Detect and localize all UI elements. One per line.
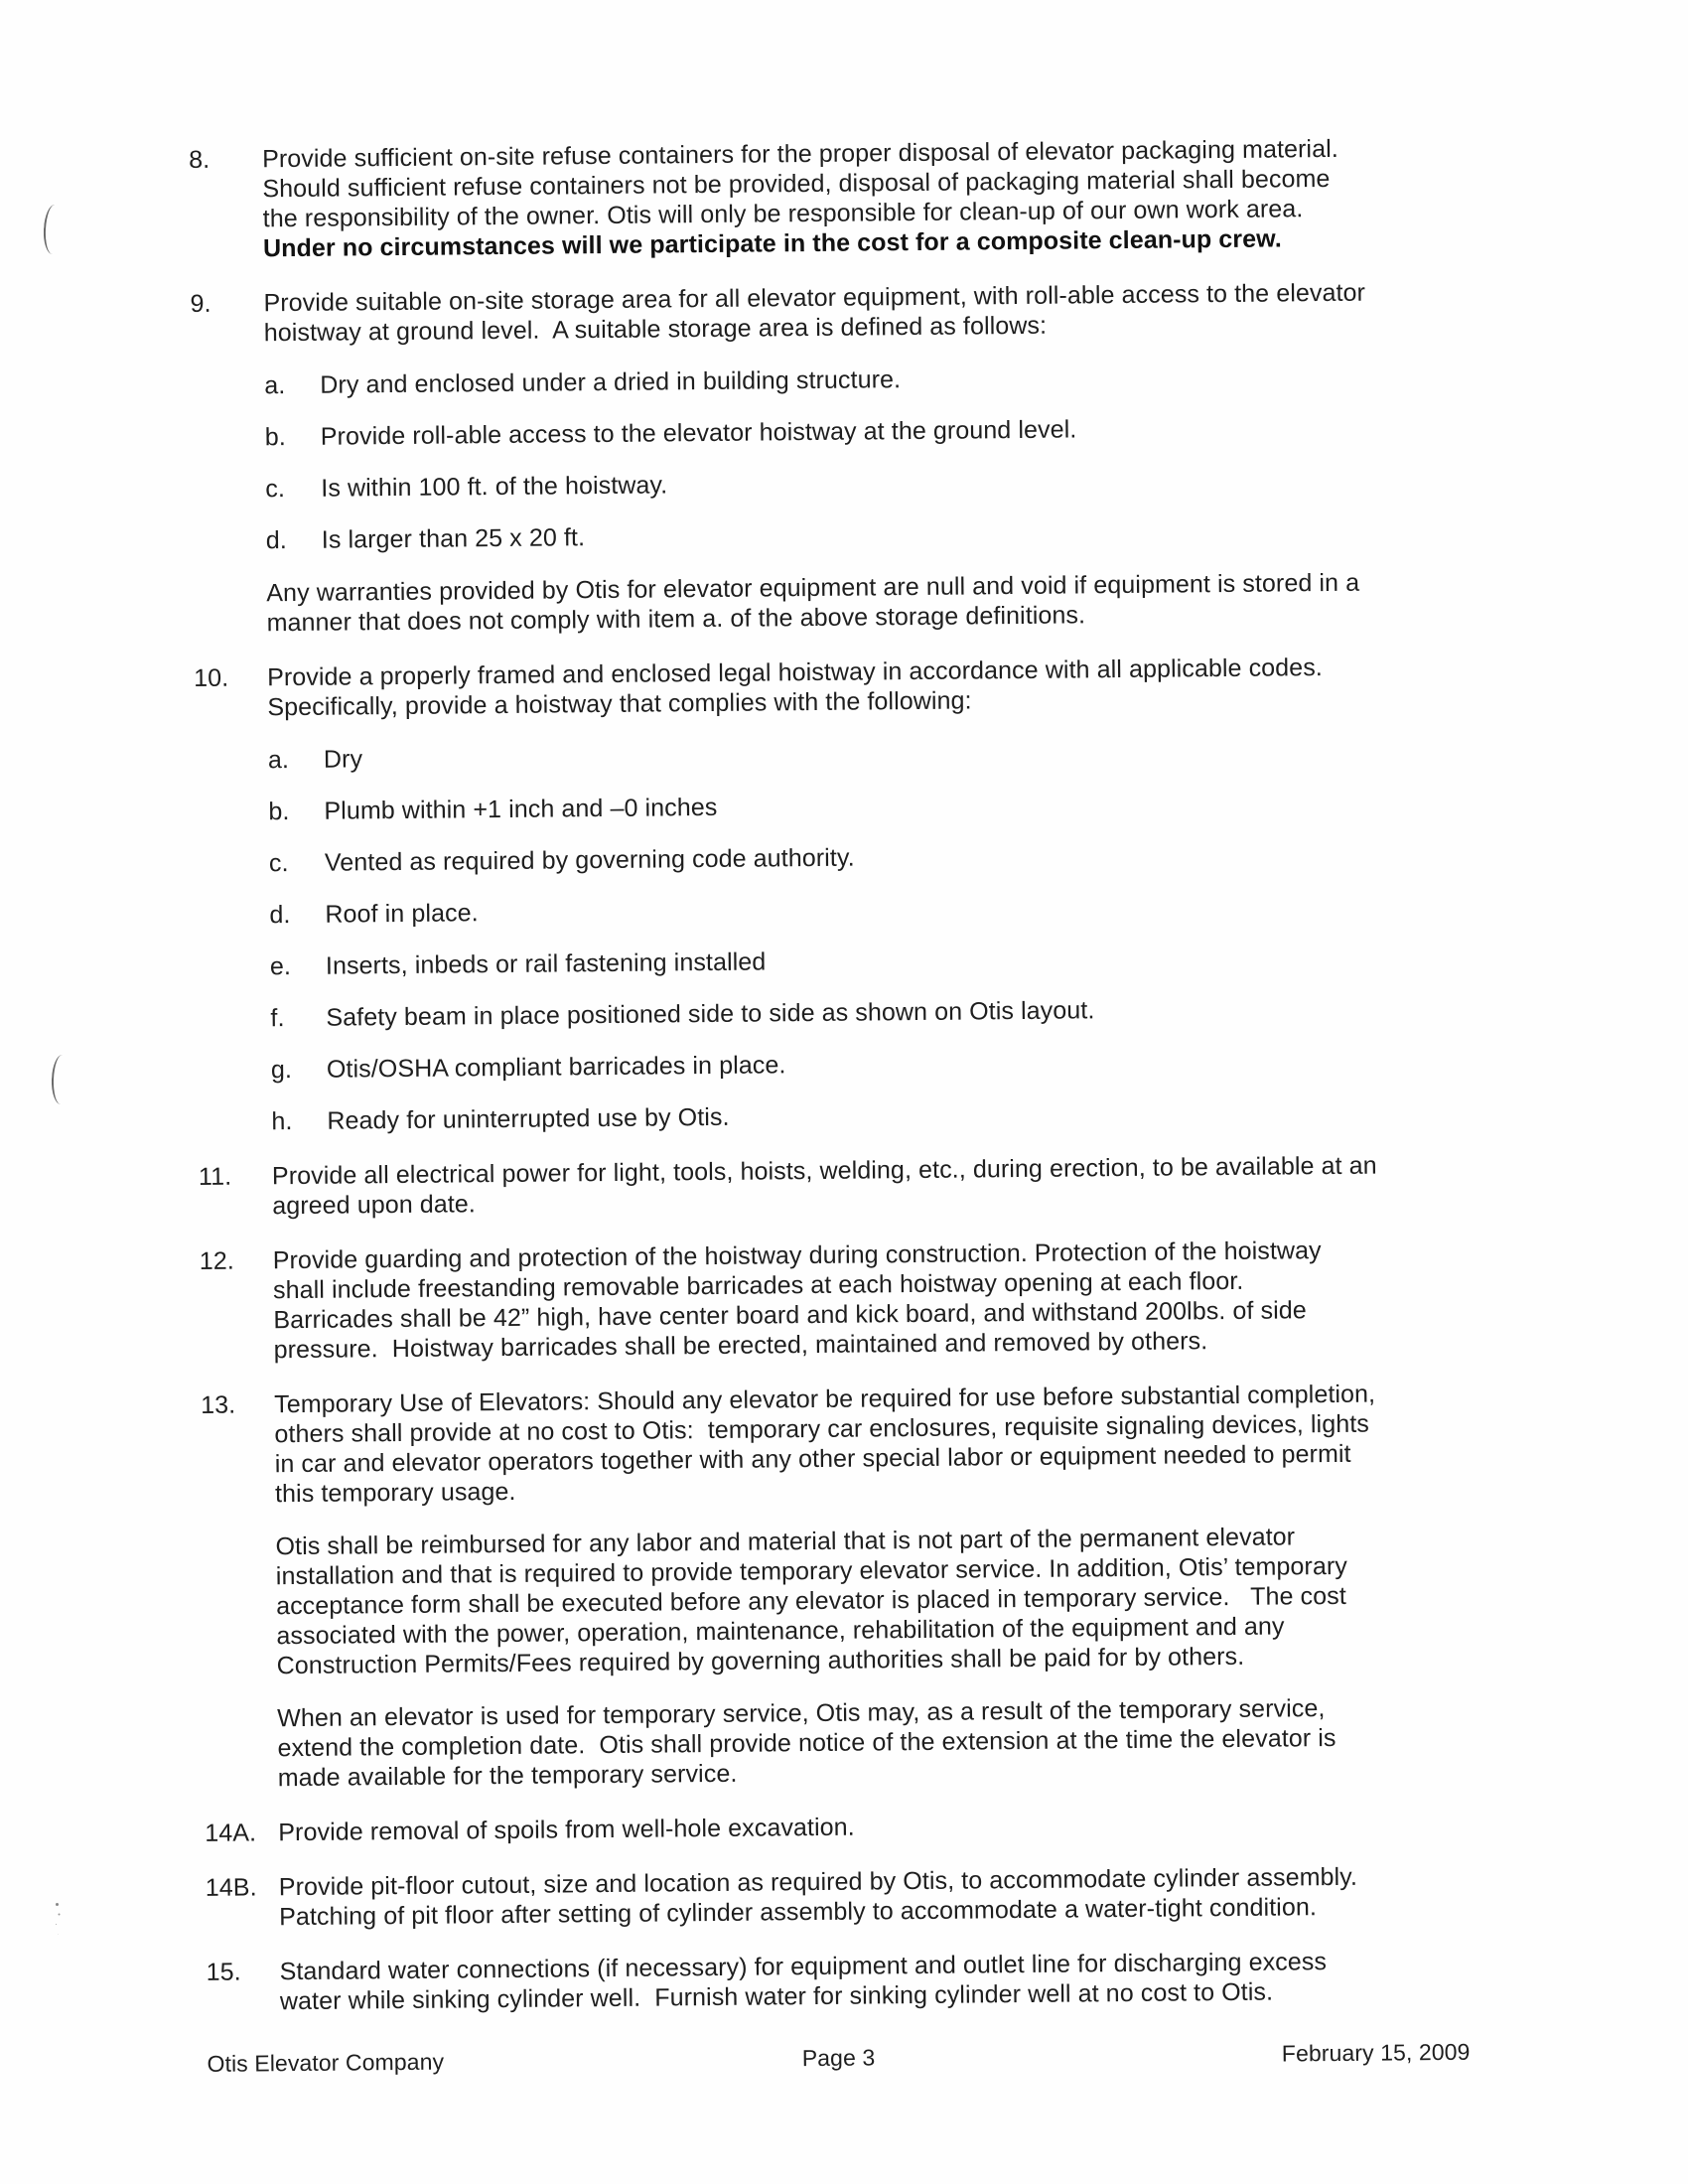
sub-item-b <box>265 411 1475 453</box>
scan-artifact-mark <box>43 205 66 255</box>
item-paragraph: Provide pit-floor cutout, size and location as required by Otis, to accommodate cylinder assembly. Patching of pit floor after setting of cylinder assembly to accommodate a water-tight condition. <box>278 1862 1358 1932</box>
item-number: 9. <box>190 289 211 318</box>
sub-item-a <box>268 734 1477 776</box>
sub-item-d <box>266 514 1476 556</box>
sub-item-text: Roof in place. <box>325 899 479 929</box>
item-paragraph: Provide guarding and protection of the hoistway during construction. Protection of the hoistway shall include freestanding removable barricades at each hoistway opening at each floor. Barricades shall be 42” high, have center board and kick board, and withstand 200lbs. of side pressure. Hoistway barricades shall be erected, maintained and removed by others. <box>272 1237 1322 1365</box>
sub-item-a <box>264 360 1474 401</box>
sub-item-text: Inserts, inbeds or rail fastening installed <box>325 947 767 980</box>
sub-item-letter: f. <box>270 1004 285 1033</box>
item-14a <box>205 1807 1487 1848</box>
item-paragraph: Any warranties provided by Otis for elevator equipment are null and void if equipment is stored in a manner that does not comply with item a. of the above storage definitions. <box>266 568 1360 638</box>
sub-item-text: Dry and enclosed under a dried in building structure. <box>320 365 902 399</box>
item-number: 14A. <box>205 1819 257 1847</box>
item-14b <box>206 1861 1489 1933</box>
sub-item-letter: e. <box>269 952 292 981</box>
item-9 <box>190 277 1476 639</box>
sub-item-c <box>265 463 1475 505</box>
item-number: 8. <box>189 145 211 174</box>
item-11 <box>199 1150 1482 1222</box>
item-number: 15. <box>206 1958 241 1986</box>
item-number: 10. <box>194 663 229 692</box>
item-number: 12. <box>199 1246 234 1275</box>
sub-item-text: Vented as required by governing code authority. <box>324 843 855 877</box>
sub-item-text: Ready for uninterrupted use by Otis. <box>327 1102 730 1135</box>
sub-item-text: Safety beam in place positioned side to side as shown on Otis layout. <box>326 996 1095 1032</box>
sub-list <box>268 734 1481 1137</box>
page-footer <box>207 2037 1470 2079</box>
sub-item-b <box>268 786 1477 827</box>
item-paragraph: Provide sufficient on-site refuse containers for the proper disposal of elevator packaging material. Should sufficient refuse containers not be provided, disposal of packaging material shall become the responsibility of the owner. Otis will only be responsible for clean-up of our own work area. <box>262 134 1338 233</box>
sub-item-f <box>270 992 1479 1034</box>
sub-item-text: Provide roll-able access to the elevator hoistway at the ground level. <box>320 415 1077 451</box>
sub-item-e <box>270 941 1479 982</box>
sub-item-text: Otis/OSHA compliant barricades in place. <box>326 1051 786 1084</box>
item-paragraph: Provide removal of spoils from well-hole excavation. <box>278 1813 855 1847</box>
item-number: 11. <box>198 1162 232 1191</box>
item-number: 13. <box>201 1390 236 1419</box>
item-paragraph: Provide a properly framed and enclosed legal hoistway in accordance with all applicable codes. Specifically, provide a hoistway that complies with the following: <box>267 654 1324 722</box>
sub-item-letter: d. <box>269 901 291 930</box>
sub-item-letter: a. <box>267 746 290 775</box>
sub-item-letter: b. <box>264 423 287 452</box>
sub-item-letter: b. <box>268 798 290 826</box>
footer-company: Otis Elevator Company <box>207 2048 445 2077</box>
sub-item-g <box>271 1044 1480 1086</box>
item-paragraph: Standard water connections (if necessary) for equipment and outlet line for discharging excess water while sinking cylinder well. Furnish water for sinking cylinder well at no cost to Otis. <box>279 1948 1328 2016</box>
sub-item-text: Is larger than 25 x 20 ft. <box>321 523 586 554</box>
footer-date: February 15, 2009 <box>1281 2038 1471 2067</box>
sub-item-text: Is within 100 ft. of the hoistway. <box>321 471 668 503</box>
sub-list <box>264 360 1476 556</box>
item-bold-sentence: Under no circumstances will we participate in the cost for a composite clean-up crew. <box>262 224 1282 263</box>
sub-item-text: Dry <box>323 745 363 774</box>
sub-item-letter: h. <box>271 1107 293 1136</box>
item-12 <box>200 1235 1483 1366</box>
item-8 <box>189 133 1473 264</box>
item-paragraph: Provide all electrical power for light, tools, hoists, welding, etc., during erection, to be available at an agreed upon date. <box>271 1151 1377 1221</box>
scan-artifact-speckle <box>56 1903 59 1906</box>
item-13 <box>201 1379 1487 1794</box>
sub-item-c <box>269 837 1478 879</box>
document-body <box>189 133 1490 2121</box>
sub-item-letter: c. <box>265 475 286 504</box>
sub-item-letter: c. <box>268 849 289 878</box>
sub-item-d <box>269 889 1478 931</box>
item-paragraph: Otis shall be reimbursed for any labor and material that is not part of the permanent elevator installation and that is required to provide temporary elevator service. In addition, Otis’ temporary acceptance form shall be executed before any elevator is placed in temporary service. The cost associated with the power, operation, maintenance, rehabilitation of the equipment and any Construction Permits/Fees required by governing authorities shall be paid for by others. <box>275 1523 1348 1680</box>
item-paragraph: Temporary Use of Elevators: Should any elevator be required for use before substantial completion, others shall provide at no cost to Otis: temporary car enclosures, requisite signaling devices, lights in car and elevator operators together with any other special labor or equipment needed to permit this temporary usage. <box>274 1380 1376 1509</box>
sub-item-letter: g. <box>270 1056 293 1085</box>
sub-item-letter: a. <box>264 371 286 400</box>
sub-item-text: Plumb within +1 inch and –0 inches <box>324 793 718 825</box>
sub-item-h <box>271 1095 1480 1137</box>
footer-page-number: Page 3 <box>801 2044 876 2072</box>
item-paragraph: Provide suitable on-site storage area for all elevator equipment, with roll-able access to the elevator hoistway at ground level. A suitable storage area is defined as follows: <box>263 278 1366 348</box>
item-number: 14B. <box>205 1873 257 1902</box>
scan-artifact-mark <box>51 1055 72 1105</box>
item-10 <box>194 652 1481 1137</box>
sub-item-letter: d. <box>265 526 288 555</box>
item-paragraph: When an elevator is used for temporary service, Otis may, as a result of the temporary service, extend the completion date. Otis shall provide notice of the extension at the time the elevator is made available for the temporary service. <box>277 1694 1336 1793</box>
item-15 <box>207 1946 1490 2017</box>
